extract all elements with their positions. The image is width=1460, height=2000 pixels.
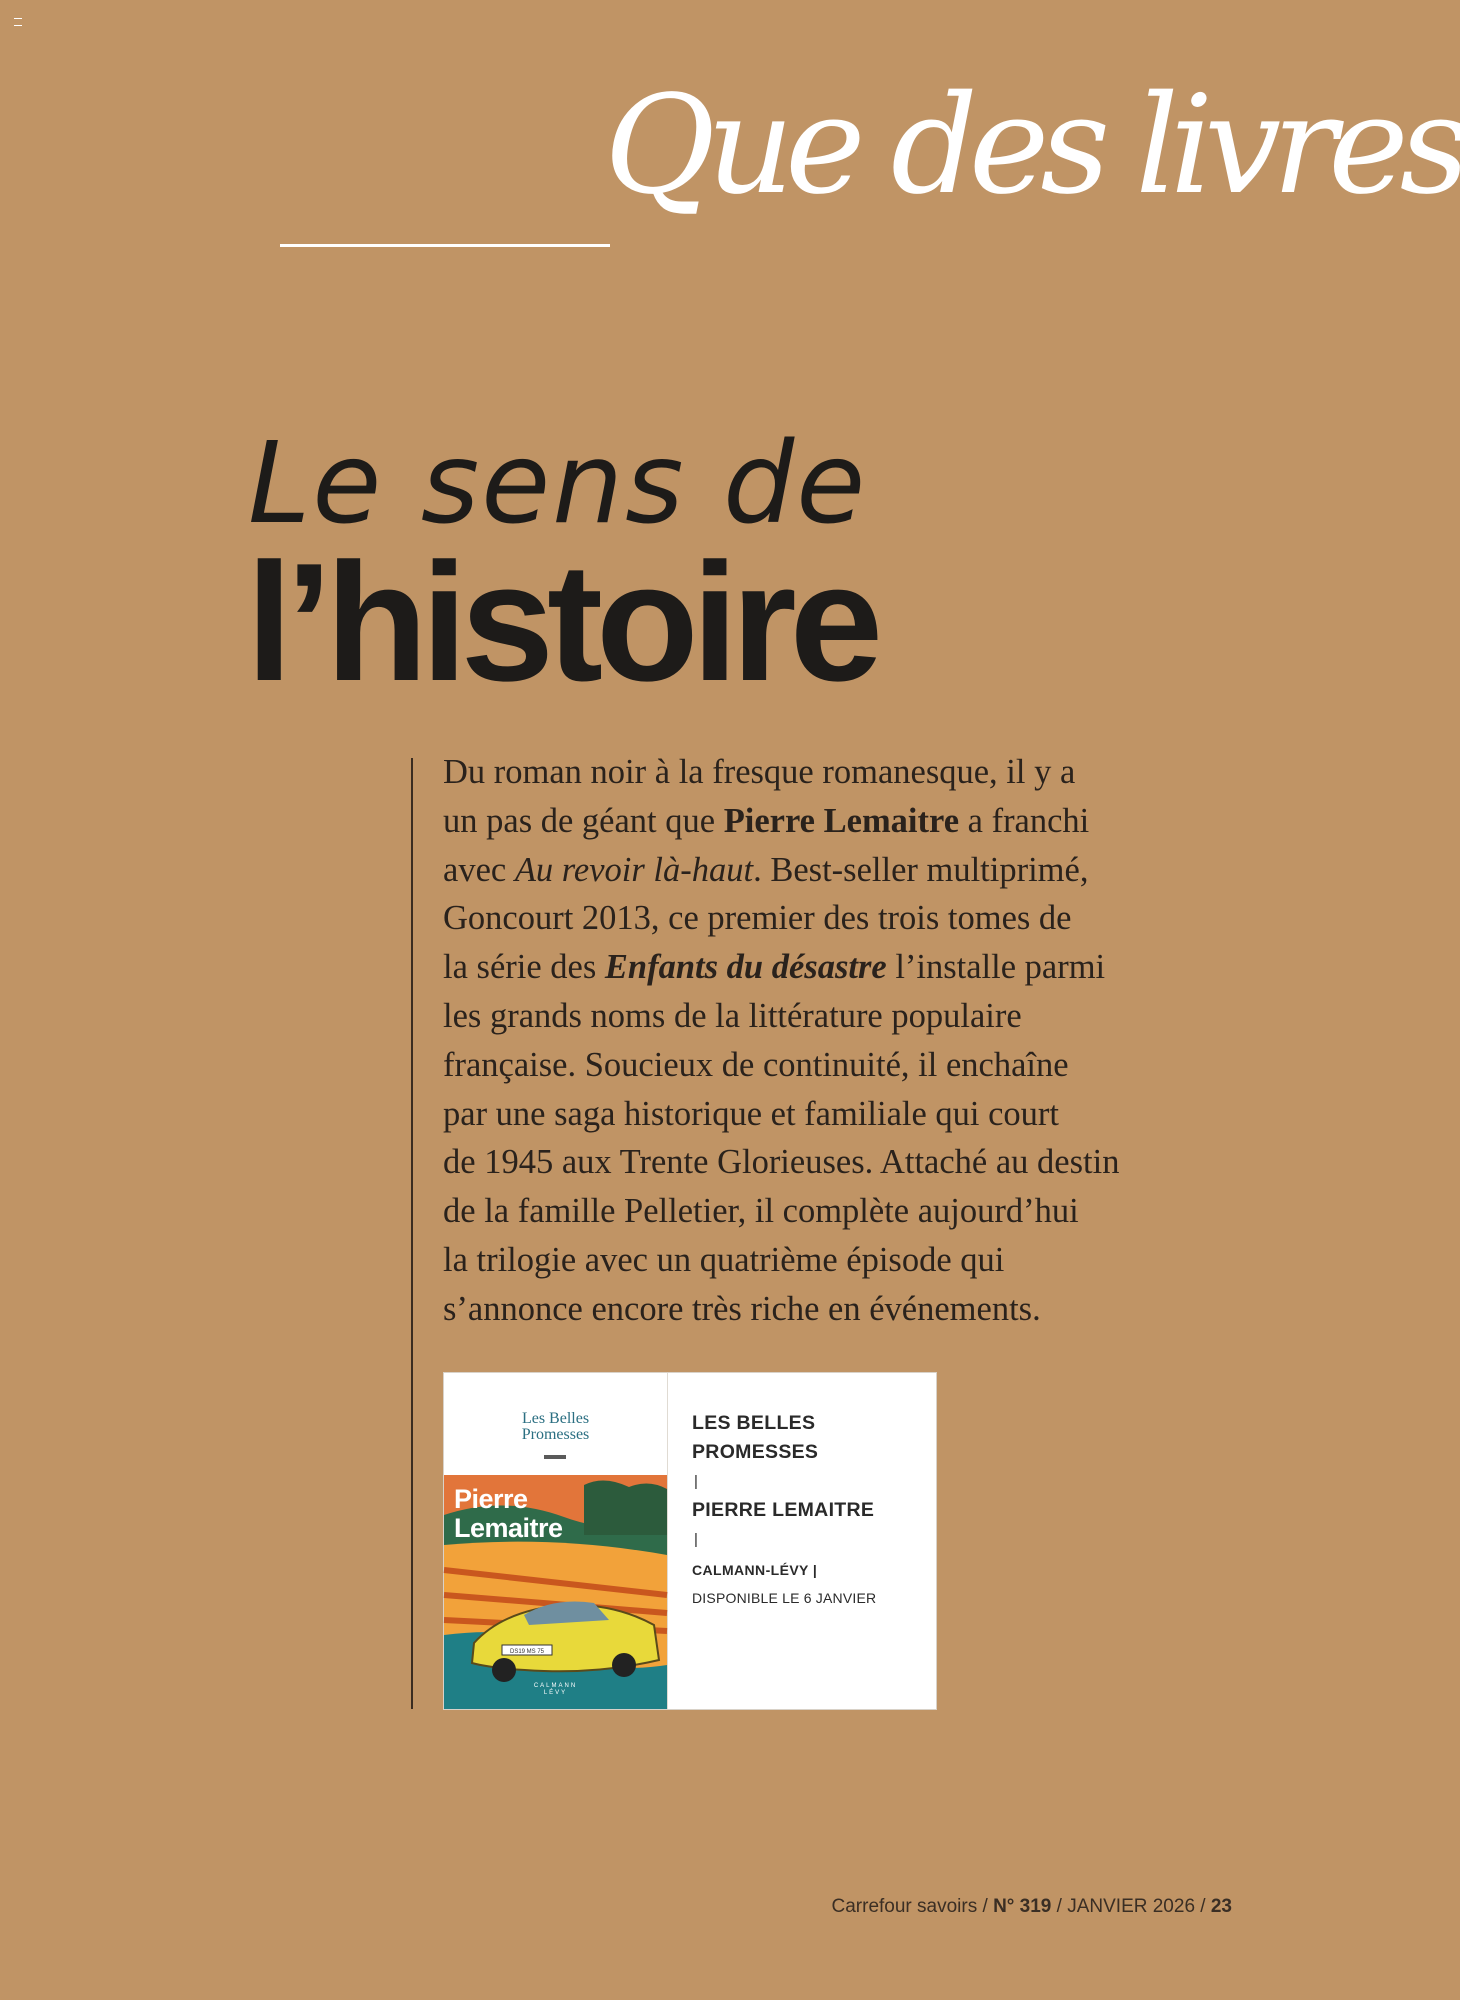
lead-text: . Best-seller multiprimé, <box>753 850 1089 889</box>
separator: | <box>694 1531 699 1548</box>
lead-line: de la famille Pelletier, il complète aujourd’hui <box>443 1192 1079 1231</box>
book-card <box>443 1372 937 1710</box>
issue-date: JANVIER 2026 <box>1067 1896 1196 1917</box>
book-title: LES BELLES PROMESSES | PIERRE LEMAITRE | <box>692 1409 928 1554</box>
author-name: Pierre Lemaitre <box>723 801 960 840</box>
lead-text: a franchi <box>959 801 1090 840</box>
book-reference: Au revoir là-haut <box>514 850 754 889</box>
magazine-name: Carrefour savoirs <box>831 1896 978 1917</box>
book-cover <box>444 1373 668 1709</box>
series-reference: Enfants du désastre <box>604 948 887 987</box>
lead-line: Du roman noir à la fresque romanesque, il y a <box>443 753 1076 791</box>
lead-line: par une saga historique et familiale qui court <box>443 1094 1059 1133</box>
book-availability: DISPONIBLE LE 6 JANVIER <box>692 1590 877 1606</box>
lead-text: l’installe parmi <box>886 948 1106 987</box>
lead-line <box>443 797 1243 846</box>
lead-text: la série des <box>443 948 605 987</box>
lead-line: de 1945 aux Trente Glorieuses. Attaché au destin <box>443 1143 1120 1182</box>
cover-author: Pierre Lemaitre <box>454 1484 563 1543</box>
book-author: PIERRE LEMAITRE <box>692 1499 875 1521</box>
page-footer: Carrefour savoirs / N° 319 / JANVIER 2026 / 23 <box>831 1896 1232 1917</box>
lead-line <box>443 943 1243 992</box>
separator: | <box>694 1473 699 1490</box>
cover-plate: DS19 MS 75 <box>509 1649 545 1655</box>
cover-collection-mark <box>544 1455 566 1459</box>
lead-line: la trilogie avec un quatrième épisode qui <box>443 1240 1005 1279</box>
page-number: 23 <box>1210 1896 1232 1917</box>
lead-line: s’annonce encore très riche en événements. <box>443 1289 1041 1328</box>
book-info <box>692 1409 928 1608</box>
cover-publisher: CALMANN LÉVY <box>533 1683 578 1696</box>
lead-text: un pas de géant que <box>443 801 724 840</box>
book-publisher: CALMANN-LÉVY | <box>692 1562 818 1578</box>
issue-number: N° 319 <box>993 1896 1052 1917</box>
rubric-rule <box>280 244 610 247</box>
lead-line: française. Soucieux de continuité, il enchaîne <box>443 1045 1069 1084</box>
lead-text: avec <box>443 850 515 889</box>
lead-paragraph <box>443 748 1243 1334</box>
lead-line <box>443 846 1243 895</box>
headline-line-1: Le sens de <box>248 419 868 549</box>
vertical-rule <box>411 758 413 1709</box>
rubric-title: Que des livres <box>604 67 1460 225</box>
cover-title: Les Belles Promesses <box>521 1410 590 1443</box>
lead-line: Goncourt 2013, ce premier des trois tomes de <box>443 899 1072 938</box>
menu-icon <box>14 18 22 26</box>
headline-line-2: l’histoire <box>246 528 877 716</box>
lead-line: les grands noms de la littérature populaire <box>443 996 1022 1035</box>
